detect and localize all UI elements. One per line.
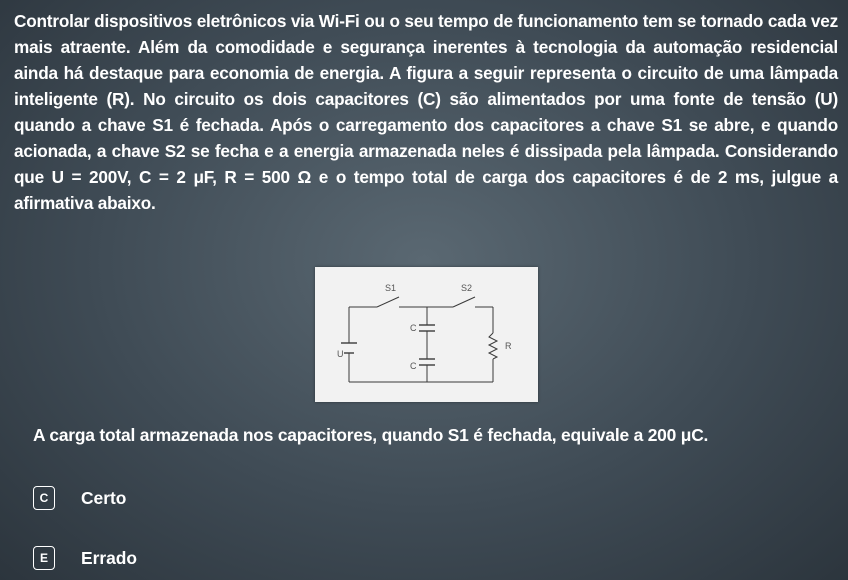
lamp-resistor-zigzag <box>489 333 497 359</box>
option-errado[interactable] <box>33 545 137 571</box>
label-c-bottom: C <box>410 361 417 371</box>
option-label-certo[interactable]: Certo <box>81 487 127 508</box>
option-letter-box-e[interactable]: E <box>33 546 55 570</box>
label-u: U <box>337 349 344 359</box>
option-certo[interactable] <box>33 485 126 511</box>
question-text: Controlar dispositivos eletrônicos via Wi-Fi ou o seu tempo de funcionamento tem se tornado cada vez mais atraente. Além da comodidade e segurança inerentes à tecnologia da automação residencial ainda há destaque para economia de energia. A figura a seguir representa o circuito de uma lâmpada inteligente (R). No circuito os dois capacitores (C) são alimentados por uma fonte de tensão (U) quando a chave S1 é fechada. Após o carregamento dos capacitores a chave S1 se abre, e quando acionada, a chave S2 se fecha e a energia armazenada neles é dissipada pela lâmpada. Considerando que U = 200V, C = 2 μF, R = 500 Ω e o tempo total de carga dos capacitores é de 2 ms, julgue a afirmativa abaixo. <box>14 11 838 213</box>
label-c-top: C <box>410 323 417 333</box>
label-s1: S1 <box>385 283 397 293</box>
switch-s1-blade <box>377 297 399 307</box>
question-text-block <box>14 8 838 216</box>
option-letter-box-c[interactable]: C <box>33 486 55 510</box>
label-r: R <box>505 341 512 351</box>
switch-s2-blade <box>453 297 475 307</box>
statement-text: A carga total armazenada nos capacitores, quando S1 é fechada, equivale a 200 μC. <box>33 425 709 445</box>
option-label-errado[interactable]: Errado <box>81 547 138 568</box>
circuit-diagram <box>315 267 538 402</box>
circuit-figure <box>315 267 538 402</box>
label-s2: S2 <box>461 283 473 293</box>
